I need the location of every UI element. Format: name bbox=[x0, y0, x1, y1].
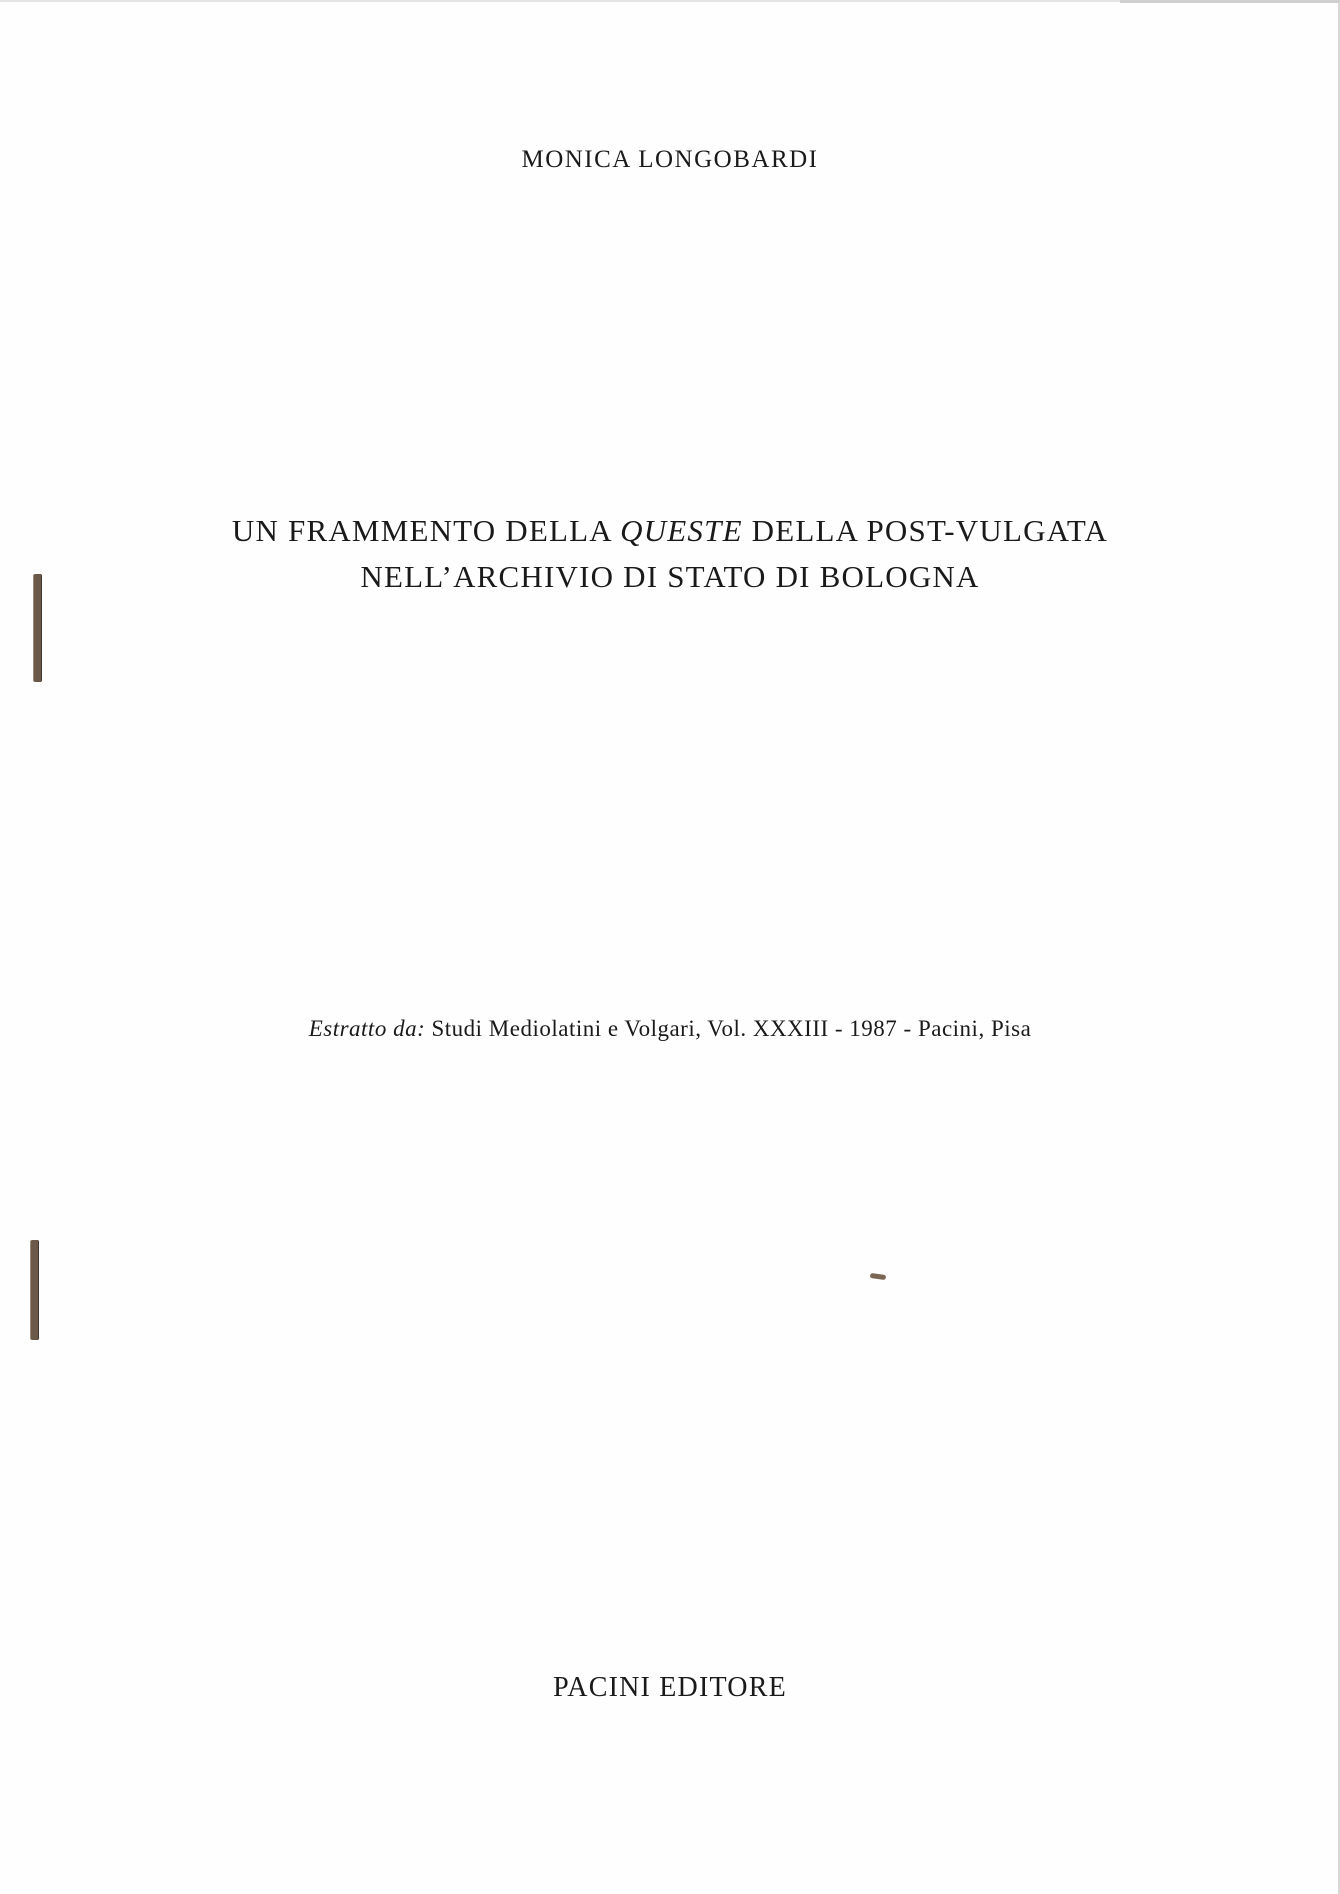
extract-label: Estratto da: bbox=[308, 1016, 426, 1041]
author-name: MONICA LONGOBARDI bbox=[521, 146, 819, 173]
document-title bbox=[0, 508, 1340, 600]
paper-edge bbox=[1120, 0, 1340, 3]
title-line-1-end: DELLA POST-VULGATA bbox=[742, 513, 1109, 548]
staple-lower bbox=[31, 1240, 38, 1340]
publisher-name: PACINI EDITORE bbox=[553, 1672, 787, 1703]
extract-note bbox=[0, 1016, 1340, 1042]
title-italic-word: QUESTE bbox=[620, 513, 743, 548]
title-line-1-start: UN FRAMMENTO DELLA bbox=[231, 513, 621, 548]
extract-source: Studi Mediolatini e Volgari, Vol. XXXIII - 1987 - Pacini, Pisa bbox=[425, 1016, 1032, 1041]
title-line-2: NELL’ARCHIVIO DI STATO DI BOLOGNA bbox=[360, 559, 980, 594]
title-line-1 bbox=[0, 508, 1340, 554]
paper-speck bbox=[870, 1273, 887, 1280]
